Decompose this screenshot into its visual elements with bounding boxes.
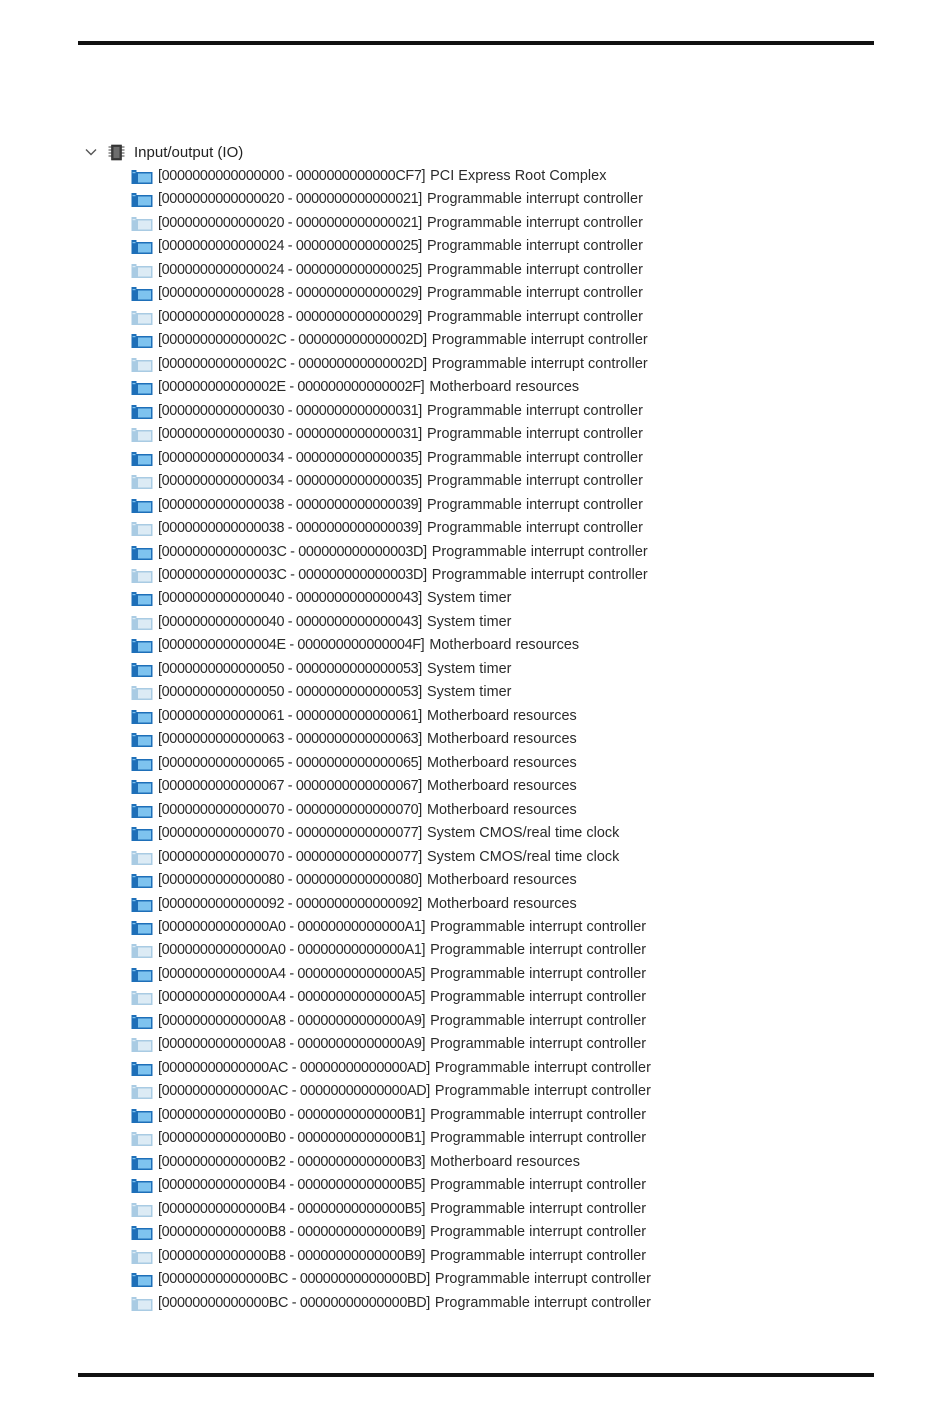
io-range: [0000000000000038 - 0000000000000039] bbox=[158, 520, 422, 537]
list-item-text bbox=[158, 261, 643, 280]
list-item[interactable] bbox=[0, 282, 950, 305]
list-item-text bbox=[158, 730, 577, 749]
device-description: Programmable interrupt controller bbox=[426, 261, 643, 278]
device-description: Programmable interrupt controller bbox=[431, 566, 648, 583]
list-item[interactable] bbox=[0, 188, 950, 211]
device-icon bbox=[131, 850, 153, 866]
list-item-text bbox=[158, 355, 648, 374]
io-range: [0000000000000070 - 0000000000000077] bbox=[158, 848, 422, 865]
io-range: [00000000000000BC - 00000000000000BD] bbox=[158, 1271, 430, 1288]
device-icon bbox=[131, 662, 153, 678]
list-item[interactable] bbox=[0, 916, 950, 939]
device-description: Programmable interrupt controller bbox=[430, 1224, 647, 1241]
device-description: Programmable interrupt controller bbox=[434, 1083, 651, 1100]
device-icon bbox=[131, 545, 153, 561]
chip-icon bbox=[108, 144, 125, 161]
list-item-text bbox=[158, 707, 577, 726]
device-icon bbox=[131, 638, 153, 654]
io-range: [0000000000000024 - 0000000000000025] bbox=[158, 261, 422, 278]
device-icon bbox=[131, 943, 153, 959]
list-item-text bbox=[158, 472, 643, 491]
io-range: [000000000000003C - 000000000000003D] bbox=[158, 566, 427, 583]
list-item[interactable] bbox=[0, 846, 950, 869]
device-description: Programmable interrupt controller bbox=[426, 308, 643, 325]
device-icon bbox=[131, 568, 153, 584]
device-icon bbox=[131, 286, 153, 302]
list-item-text bbox=[158, 1247, 646, 1266]
device-icon bbox=[131, 474, 153, 490]
io-range: [00000000000000B8 - 00000000000000B9] bbox=[158, 1247, 426, 1264]
device-icon bbox=[131, 498, 153, 514]
list-item-text bbox=[158, 167, 606, 186]
list-item[interactable] bbox=[0, 728, 950, 751]
io-range: [00000000000000B0 - 00000000000000B1] bbox=[158, 1130, 426, 1147]
io-range: [0000000000000092 - 0000000000000092] bbox=[158, 895, 422, 912]
io-range: [00000000000000B2 - 00000000000000B3] bbox=[158, 1153, 426, 1170]
device-icon bbox=[131, 1108, 153, 1124]
device-icon bbox=[131, 615, 153, 631]
io-range: [0000000000000030 - 0000000000000031] bbox=[158, 426, 422, 443]
list-item-text bbox=[158, 331, 648, 350]
device-icon bbox=[131, 1249, 153, 1265]
list-item-text bbox=[158, 777, 577, 796]
list-item[interactable] bbox=[0, 705, 950, 728]
io-range: [0000000000000030 - 0000000000000031] bbox=[158, 402, 422, 419]
device-description: Programmable interrupt controller bbox=[431, 332, 648, 349]
io-range: [00000000000000A0 - 00000000000000A1] bbox=[158, 942, 426, 959]
device-icon bbox=[131, 685, 153, 701]
list-item[interactable] bbox=[0, 869, 950, 892]
list-item-text bbox=[158, 965, 646, 984]
device-description: Programmable interrupt controller bbox=[430, 1106, 647, 1123]
list-item-text bbox=[158, 496, 643, 515]
list-item[interactable] bbox=[0, 470, 950, 493]
list-item-text bbox=[158, 378, 579, 397]
list-item-text bbox=[158, 824, 619, 843]
io-range: [0000000000000028 - 0000000000000029] bbox=[158, 308, 422, 325]
device-description: Programmable interrupt controller bbox=[434, 1294, 651, 1311]
list-item[interactable] bbox=[0, 1292, 950, 1315]
list-item-text bbox=[158, 1035, 646, 1054]
device-icon bbox=[131, 216, 153, 232]
io-range: [000000000000003C - 000000000000003D] bbox=[158, 543, 427, 560]
device-description: Motherboard resources bbox=[426, 895, 577, 912]
list-item[interactable] bbox=[0, 799, 950, 822]
list-item[interactable] bbox=[0, 1268, 950, 1291]
list-item[interactable] bbox=[0, 1221, 950, 1244]
list-item[interactable] bbox=[0, 306, 950, 329]
list-item[interactable] bbox=[0, 447, 950, 470]
io-range: [000000000000004E - 000000000000004F] bbox=[158, 637, 425, 654]
list-item[interactable] bbox=[0, 1127, 950, 1150]
list-item[interactable] bbox=[0, 1198, 950, 1221]
list-item-text bbox=[158, 284, 643, 303]
list-item-text bbox=[158, 308, 643, 327]
list-item-text bbox=[158, 801, 577, 820]
device-manager-tree bbox=[0, 141, 950, 1315]
device-description: Programmable interrupt controller bbox=[434, 1271, 651, 1288]
device-description: Programmable interrupt controller bbox=[430, 1200, 647, 1217]
device-description: Motherboard resources bbox=[426, 872, 577, 889]
list-item-text bbox=[158, 543, 648, 562]
list-item[interactable] bbox=[0, 986, 950, 1009]
tree-node-input-output[interactable] bbox=[0, 141, 950, 165]
device-description: Motherboard resources bbox=[430, 1153, 580, 1170]
io-range: [0000000000000028 - 0000000000000029] bbox=[158, 285, 422, 302]
list-item-text bbox=[158, 1129, 646, 1148]
io-range: [0000000000000067 - 0000000000000067] bbox=[158, 778, 422, 795]
list-item[interactable] bbox=[0, 235, 950, 258]
top-rule bbox=[78, 41, 874, 45]
io-range: [00000000000000B8 - 00000000000000B9] bbox=[158, 1224, 426, 1241]
list-item-text bbox=[158, 1176, 646, 1195]
device-description: System timer bbox=[426, 613, 512, 630]
list-item[interactable] bbox=[0, 893, 950, 916]
device-icon bbox=[131, 310, 153, 326]
list-item-text bbox=[158, 519, 643, 538]
io-range: [0000000000000061 - 0000000000000061] bbox=[158, 707, 422, 724]
device-icon bbox=[131, 873, 153, 889]
device-icon bbox=[131, 1014, 153, 1030]
io-range: [0000000000000065 - 0000000000000065] bbox=[158, 754, 422, 771]
list-item[interactable] bbox=[0, 329, 950, 352]
list-item-text bbox=[158, 636, 579, 655]
device-description: Programmable interrupt controller bbox=[431, 543, 648, 560]
device-description: Programmable interrupt controller bbox=[426, 473, 643, 490]
io-range: [00000000000000A8 - 00000000000000A9] bbox=[158, 1036, 426, 1053]
device-icon bbox=[131, 709, 153, 725]
list-item-text bbox=[158, 449, 643, 468]
device-description: Programmable interrupt controller bbox=[430, 919, 647, 935]
device-icon bbox=[131, 826, 153, 842]
device-icon bbox=[131, 990, 153, 1006]
list-item-text bbox=[158, 425, 643, 444]
io-range: [00000000000000BC - 00000000000000BD] bbox=[158, 1294, 430, 1311]
device-description: Programmable interrupt controller bbox=[426, 238, 643, 255]
list-item[interactable] bbox=[0, 775, 950, 798]
device-icon bbox=[131, 521, 153, 537]
device-description: Programmable interrupt controller bbox=[430, 1012, 647, 1029]
device-description: Programmable interrupt controller bbox=[430, 989, 647, 1006]
list-item[interactable] bbox=[0, 611, 950, 634]
device-icon bbox=[131, 1225, 153, 1241]
list-item-text bbox=[158, 895, 577, 914]
device-description: Programmable interrupt controller bbox=[426, 449, 643, 466]
io-range: [00000000000000AC - 00000000000000AD] bbox=[158, 1083, 430, 1100]
list-item-text bbox=[158, 1294, 651, 1313]
device-icon bbox=[131, 1155, 153, 1171]
device-description: Programmable interrupt controller bbox=[430, 965, 647, 982]
io-range: [0000000000000000 - 0000000000000CF7] bbox=[158, 168, 426, 184]
device-description: System timer bbox=[426, 660, 512, 677]
device-icon bbox=[131, 239, 153, 255]
device-description: Programmable interrupt controller bbox=[426, 285, 643, 302]
list-item[interactable] bbox=[0, 259, 950, 282]
device-icon bbox=[131, 756, 153, 772]
device-description: Programmable interrupt controller bbox=[426, 214, 643, 231]
device-icon bbox=[131, 803, 153, 819]
bottom-rule bbox=[78, 1373, 874, 1377]
io-range: [0000000000000080 - 0000000000000080] bbox=[158, 872, 422, 889]
device-description: Programmable interrupt controller bbox=[430, 1177, 647, 1194]
list-item[interactable] bbox=[0, 423, 950, 446]
io-range: [00000000000000B4 - 00000000000000B5] bbox=[158, 1177, 426, 1194]
list-item-text bbox=[158, 871, 577, 890]
device-description: System CMOS/real time clock bbox=[426, 825, 620, 842]
device-description: Programmable interrupt controller bbox=[426, 402, 643, 419]
device-icon bbox=[131, 1061, 153, 1077]
device-description: Motherboard resources bbox=[429, 637, 580, 654]
list-item[interactable] bbox=[0, 1245, 950, 1268]
device-icon bbox=[131, 1084, 153, 1100]
io-range: [0000000000000070 - 0000000000000077] bbox=[158, 825, 422, 842]
list-item[interactable] bbox=[0, 1057, 950, 1080]
list-item-text bbox=[158, 848, 619, 867]
list-item[interactable] bbox=[0, 400, 950, 423]
list-item-text bbox=[158, 1012, 646, 1031]
list-item[interactable] bbox=[0, 681, 950, 704]
io-range: [0000000000000063 - 0000000000000063] bbox=[158, 731, 422, 748]
device-icon bbox=[131, 1272, 153, 1288]
list-item[interactable] bbox=[0, 1010, 950, 1033]
io-range: [00000000000000A0 - 00000000000000A1] bbox=[158, 919, 426, 935]
list-item[interactable] bbox=[0, 353, 950, 376]
device-description: Programmable interrupt controller bbox=[434, 1059, 651, 1076]
device-description: Motherboard resources bbox=[426, 731, 577, 748]
io-range: [0000000000000070 - 0000000000000070] bbox=[158, 801, 422, 818]
list-item-text bbox=[158, 683, 512, 702]
list-item-text bbox=[158, 754, 577, 773]
list-item[interactable] bbox=[0, 1104, 950, 1127]
io-range: [00000000000000A8 - 00000000000000A9] bbox=[158, 1012, 426, 1029]
list-item[interactable] bbox=[0, 212, 950, 235]
device-icon bbox=[131, 1178, 153, 1194]
device-description: Programmable interrupt controller bbox=[426, 191, 643, 208]
device-description: Motherboard resources bbox=[426, 801, 577, 818]
list-item[interactable] bbox=[0, 822, 950, 845]
io-range: [0000000000000034 - 0000000000000035] bbox=[158, 473, 422, 490]
io-range: [0000000000000050 - 0000000000000053] bbox=[158, 660, 422, 677]
list-item[interactable] bbox=[0, 963, 950, 986]
device-description: Programmable interrupt controller bbox=[430, 1247, 647, 1264]
list-item[interactable] bbox=[0, 1151, 950, 1174]
device-icon bbox=[131, 380, 153, 396]
list-item-text bbox=[158, 1270, 651, 1289]
list-item-text bbox=[158, 237, 643, 256]
device-icon bbox=[131, 404, 153, 420]
device-icon bbox=[131, 1202, 153, 1218]
device-description: Programmable interrupt controller bbox=[426, 496, 643, 513]
device-description: Programmable interrupt controller bbox=[430, 1130, 647, 1147]
device-icon bbox=[131, 357, 153, 373]
device-icon bbox=[131, 967, 153, 983]
device-description: Motherboard resources bbox=[426, 778, 577, 795]
device-icon bbox=[131, 333, 153, 349]
tree-node-label: Input/output (IO) bbox=[134, 144, 244, 161]
io-range: [0000000000000034 - 0000000000000035] bbox=[158, 449, 422, 466]
device-icon bbox=[131, 427, 153, 443]
list-item-text bbox=[158, 918, 646, 937]
list-item-text bbox=[158, 190, 643, 209]
list-item-text bbox=[158, 613, 512, 632]
device-icon bbox=[131, 732, 153, 748]
device-description: Programmable interrupt controller bbox=[430, 942, 647, 959]
io-range: [000000000000002C - 000000000000002D] bbox=[158, 355, 427, 372]
list-item[interactable] bbox=[0, 658, 950, 681]
device-icon bbox=[131, 192, 153, 208]
io-range: [00000000000000B4 - 00000000000000B5] bbox=[158, 1200, 426, 1217]
list-item-text bbox=[158, 566, 648, 585]
io-range: [00000000000000AC - 00000000000000AD] bbox=[158, 1059, 430, 1076]
list-item-text bbox=[158, 660, 512, 679]
list-item[interactable] bbox=[0, 634, 950, 657]
list-item[interactable] bbox=[0, 939, 950, 962]
list-item[interactable] bbox=[0, 587, 950, 610]
device-icon bbox=[131, 920, 153, 936]
device-description: PCI Express Root Complex bbox=[430, 168, 607, 184]
device-icon bbox=[131, 779, 153, 795]
list-item[interactable] bbox=[0, 165, 950, 188]
list-item[interactable] bbox=[0, 1080, 950, 1103]
list-item-text bbox=[158, 988, 646, 1007]
device-icon bbox=[131, 1037, 153, 1053]
device-icon bbox=[131, 263, 153, 279]
device-icon bbox=[131, 1296, 153, 1312]
device-description: Programmable interrupt controller bbox=[430, 1036, 647, 1053]
list-item[interactable] bbox=[0, 494, 950, 517]
device-description: Programmable interrupt controller bbox=[426, 520, 643, 537]
device-description: Motherboard resources bbox=[429, 379, 580, 396]
list-item-text bbox=[158, 1200, 646, 1219]
list-item[interactable] bbox=[0, 1033, 950, 1056]
list-item[interactable] bbox=[0, 376, 950, 399]
list-item[interactable] bbox=[0, 1174, 950, 1197]
io-range: [0000000000000040 - 0000000000000043] bbox=[158, 613, 422, 630]
io-range: [0000000000000020 - 0000000000000021] bbox=[158, 214, 422, 231]
list-item-text bbox=[158, 1082, 651, 1101]
device-icon bbox=[131, 169, 153, 185]
list-item-text bbox=[158, 1059, 651, 1078]
list-item-text bbox=[158, 589, 512, 608]
device-icon bbox=[131, 1131, 153, 1147]
list-item[interactable] bbox=[0, 517, 950, 540]
list-item-text bbox=[158, 1223, 646, 1242]
io-range: [0000000000000040 - 0000000000000043] bbox=[158, 590, 422, 607]
list-item-text bbox=[158, 214, 643, 233]
io-range: [0000000000000050 - 0000000000000053] bbox=[158, 684, 422, 701]
list-item-text bbox=[158, 402, 643, 421]
device-description: System timer bbox=[426, 684, 512, 701]
device-icon bbox=[131, 897, 153, 913]
io-range: [0000000000000024 - 0000000000000025] bbox=[158, 238, 422, 255]
list-item-text bbox=[158, 941, 646, 960]
device-icon bbox=[131, 591, 153, 607]
list-item-text bbox=[158, 1106, 646, 1125]
list-item-text bbox=[158, 1153, 580, 1172]
list-item[interactable] bbox=[0, 541, 950, 564]
device-description: System CMOS/real time clock bbox=[426, 848, 620, 865]
list-item[interactable] bbox=[0, 564, 950, 587]
io-range: [00000000000000A4 - 00000000000000A5] bbox=[158, 965, 426, 982]
io-range: [000000000000002E - 000000000000002F] bbox=[158, 379, 425, 396]
device-description: Programmable interrupt controller bbox=[431, 355, 648, 372]
list-item[interactable] bbox=[0, 752, 950, 775]
device-description: System timer bbox=[426, 590, 512, 607]
io-range: [0000000000000038 - 0000000000000039] bbox=[158, 496, 422, 513]
device-description: Programmable interrupt controller bbox=[426, 426, 643, 443]
io-range: [00000000000000A4 - 00000000000000A5] bbox=[158, 989, 426, 1006]
io-range: [000000000000002C - 000000000000002D] bbox=[158, 332, 427, 349]
chevron-down-icon[interactable] bbox=[84, 145, 98, 159]
device-description: Motherboard resources bbox=[426, 754, 577, 771]
resource-list bbox=[0, 165, 950, 1315]
device-icon bbox=[131, 451, 153, 467]
io-range: [0000000000000020 - 0000000000000021] bbox=[158, 191, 422, 208]
device-description: Motherboard resources bbox=[426, 707, 577, 724]
io-range: [00000000000000B0 - 00000000000000B1] bbox=[158, 1106, 426, 1123]
